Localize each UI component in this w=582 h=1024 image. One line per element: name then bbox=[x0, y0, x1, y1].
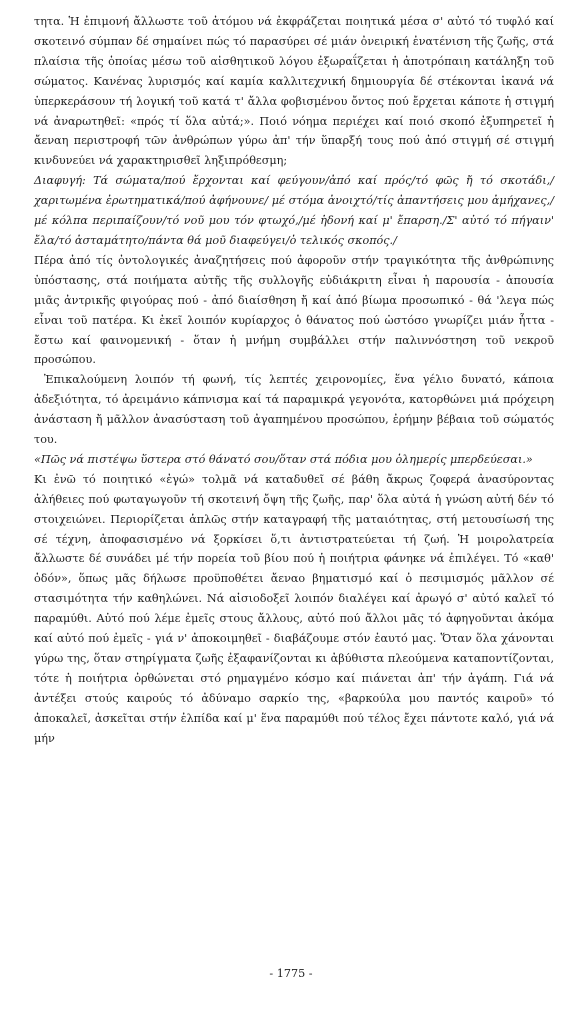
paragraph-ontological-intro: τητα. Ἡ ἐπιμονή ἄλλωστε τοῦ ἀτόμου νά ἐκφράζεται ποιητικά μέσα σ' αὐτό τό τυφλό καί σκοτεινό σύμπαν δέ σημαίνει πώς τό παρασύρει σέ μιάν ὀνειρική ἐνατένιση τῆς ζωῆς, στά πλαίσια τῆς ὁποίας μέσω τοῦ αἰσθητικοῦ λόγου ἐξωραΐζεται ἡ ἀποτρόπαιη κατάληξη τοῦ σώματος. Κανένας λυρισμός καί καμία καλλιτεχνική δημιουργία δέ στέκονται ἱκανά νά ὑπερκεράσουν τή λογική τοῦ κατά τ' ἄλλα φοβισμένου ὄντος πού ἔρχεται κάποτε ἡ στιγμή νά ἀναρωτηθεῖ: «πρός τί ὅλα αὐτά;». Ποιό νόημα περιέχει καί ποιό σκοπό ἐξυπηρετεῖ ἡ ἄεναη περιστροφή τῶν ἀνθρώπων γύρω ἀπ' τήν ὕπαρξή τους πού ἀπό στιγμή σέ στιγμή κινδυνεύει νά χαρακτηρισθεῖ ληξιπρόθεσμη; bbox=[34, 15, 554, 168]
page-number: - 1775 - bbox=[269, 967, 313, 980]
poem-excerpt-diafygi: Διαφυγή: Τά σώματα/πού ἔρχονται καί φεύγουν/ἀπό καί πρός/τό φῶς ἤ τό σκοτάδι,/χαριτωμένα ἐρωτηματικά/πού ἀφήνουνε/ μέ στόμα ἀνοιχτό/τίς ἀπαντήσεις μου ἀμήχανες,/μέ κόλπα περιπαίζουν/τό νοῦ μου τόν φτωχό,/μέ ἡδονή καί μ' ἔπαρση./Σ' αὐτό τό πήγαιν' ἔλα/τό ἀσταμάτητο/πάντα θά μοῦ διαφεύγει/ὁ τελικός σκοπός./ bbox=[34, 174, 554, 247]
paragraph-memory-restoration: Ἐπικαλούμενη λοιπόν τή φωνή, τίς λεπτές χειρονομίες, ἕνα γέλιο δυνατό, κάποια ἀδεξιότητα, τό ἀρειμάνιο κάπνισμα καί τά παραμικρά γεγονότα, κατορθώνει μιά πρόχειρη ἀνάσταση ἤ μᾶλλον ἀνασύσταση τοῦ ἀγαπημένου προσώπου, ἐρήμην βέβαια τοῦ σώματός του. bbox=[34, 373, 554, 447]
page-body bbox=[34, 12, 554, 749]
poem-excerpt-death: «Πῶς νά πιστέψω ὕστερα στό θάνατό σου/ὅταν στά πόδια μου ὁλημερίς μπερδεύεσαι.» bbox=[34, 452, 533, 466]
paragraph-father-figure: Πέρα ἀπό τίς ὀντολογικές ἀναζητήσεις πού ἀφοροῦν στήν τραγικότητα τῆς ἀνθρώπινης ὑπόστασης, στά ποιήματα αὐτῆς τῆς συλλογῆς εὐδιάκριτη εἶναι ἡ παρουσία - ἀπουσία μιᾶς ἀντρικῆς φιγούρας πού - ἀπό διαίσθηση ἤ καί ἀπό βίωμα προσωπικό - θά 'λεγα πώς εἶναι τοῦ πατέρα. Κι ἐκεῖ λοιπόν κυρίαρχος ὁ θάνατος πού ὡστόσο γνωρίζει μιάν ἧττα - ἔστω καί φαινομενική - ὅταν ἡ μνήμη συμβάλλει στήν παλιννόστηση τοῦ νεκροῦ προσώπου. bbox=[34, 253, 554, 367]
paragraph-poetic-self: Κι ἐνῶ τό ποιητικό «ἐγώ» τολμᾶ νά καταδυθεῖ σέ βάθη ἄκρως ζοφερά ἀνασύροντας ἀλήθειες πού φωταγωγοῦν τή σκοτεινή ὄψη τῆς ζωῆς, παρ' ὅλα αὐτά ἡ γνώση αὐτή δέν τό στοιχειώνει. Περιορίζεται ἁπλῶς στήν καταγραφή τῆς ματαιότητας, στή μετουσίωσή της σέ τέχνη, ἀποφασισμένο νά ξορκίσει ὅ,τι ἀντιστρατεύεται τή ζωή. Ἡ μοιρολατρεία ἄλλωστε δέ συνάδει μέ τήν πορεία τοῦ βίου πού ἡ ποιήτρια φάνηκε νά ἐπιλέγει. Τό «καθ' ὁδόν», ὅπως μᾶς δήλωσε προϋποθέτει ἄεναο βηματισμό καί ὁ πεσιμισμός μᾶλλον σέ στασιμότητα τήν καθηλώνει. Νά αἰσιοδοξεῖ λοιπόν διαλέγει καί ἀρωγό σ' αὐτό καλεῖ τό παραμύθι. Αὐτό πού λέμε ἐμεῖς στους ἄλλους, αὐτό πού ἄλλοι μᾶς τό ἀφηγοῦνται ἀκόμα καί αὐτό πού ἐμεῖς - γιά ν' ἀποκοιμηθεῖ - διαβάζουμε στόν ἑαυτό μας. Ὅταν ὅλα χάνονται γύρω της, ὅταν στηρίγματα ζωῆς ἐξαφανίζονται κι ἀβύθιστα πλεούμενα καταποντίζονται, τότε ἡ ποιήτρια ὀρθώνεται στό ρημαγμένο κόσμο καί πιάνεται ἀπ' τήν ἀγάπη. Γιά νά ἀντέξει στούς καιρούς τό ἀδύναμο σαρκίο της, «βαρκούλα μου παντός καιροῦ» τό ἀποκαλεῖ, ἀσκεῖται στήν ἐλπίδα καί μ' ἕνα παραμύθι πού τέλος ἔχει πάντοτε καλό, γιά νά μήν bbox=[34, 472, 554, 745]
